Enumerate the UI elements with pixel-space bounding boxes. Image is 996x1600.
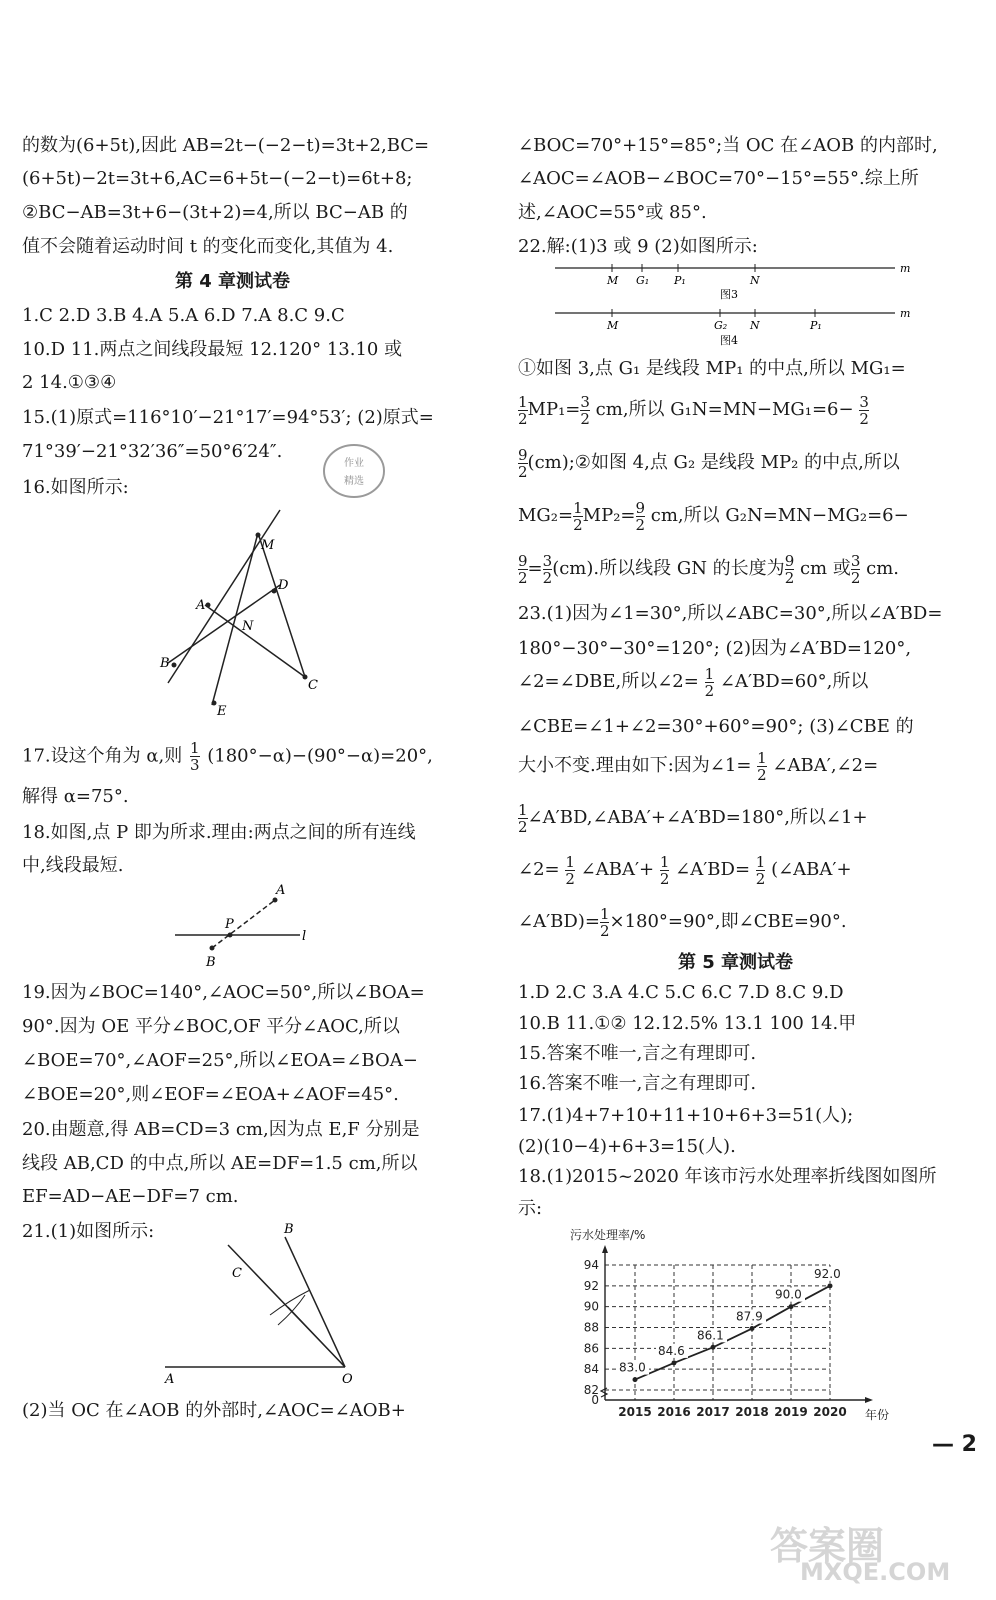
text-line [518,798,868,838]
x-axis-arrow [865,1397,873,1403]
figure-3-4 [550,258,920,353]
point-label: C [308,678,318,693]
q23-text: ∠ABA′+ [580,859,655,880]
q23-text: (∠ABA′+ [771,859,852,880]
y-tick-label: 84 [583,1362,599,1377]
text-line [518,850,852,890]
data-label: 86.1 [697,1328,724,1343]
figure-21 [160,1215,360,1385]
q23-text: ∠A′BD=60°,所以 [719,671,869,692]
y-tick-label: 90 [583,1299,599,1314]
watermark-url: MXQE.COM [800,1558,951,1586]
q23-text: ∠A′BD,∠ABA′+∠A′BD=180°,所以∠1+ [527,807,868,828]
y-tick-label: 92 [583,1278,599,1293]
y-tick-label: 88 [583,1320,599,1335]
answer-line: 2 14.①③④ [22,372,117,393]
fraction: $\frac{9}{2}$ [518,445,528,481]
q22-text: MP₂= [582,505,636,526]
text-line: (2)当 OC 在∠AOB 的外部时,∠AOC=∠AOB+ [22,1400,406,1421]
fraction: $\frac{9}{2}$ [518,551,528,587]
text-line [518,443,900,483]
data-point [672,1360,677,1365]
fraction: $\frac{3}{2}$ [542,551,553,587]
text-line: 23.(1)因为∠1=30°,所以∠ABC=30°,所以∠A′BD= [518,603,943,624]
x-tick-label: 2019 [774,1405,808,1419]
q22-text: cm. [866,558,899,579]
y-axis-arrow [602,1245,608,1253]
text-line [22,740,433,773]
text-line: 17.(1)4+7+10+11+10+6+3=51(人); [518,1105,854,1126]
text-line: 90°.因为 OE 平分∠BOC,OF 平分∠AOC,所以 [22,1016,400,1037]
text-line: (6+5t)−2t=3t+6,AC=6+5t−(−2−t)=6t+8; [22,168,413,189]
fraction [190,740,200,773]
axis-break [601,1388,607,1397]
stamp-image [318,440,390,502]
fraction: $\frac{1}{2}$ [757,748,767,784]
x-tick-label: 2020 [813,1405,847,1419]
q22-text: (cm).所以线段 GN 的长度为 [552,558,785,579]
line-chart [560,1225,910,1430]
answer-line: 10.D 11.两点之间线段最短 12.120° 13.10 或 [22,339,403,360]
data-point [633,1377,638,1382]
point-label: P₁ [810,319,822,332]
text-line: ②BC−AB=3t+6−(3t+2)=4,所以 BC−AB 的 [22,202,408,223]
point-label: G₁ [636,274,650,287]
text-line: 15.(1)原式=116°10′−21°17′=94°53′; (2)原式= [22,407,434,428]
q23-text: ∠A′BD)= [518,911,600,932]
q22-text: cm 或 [799,558,851,579]
text-line: 19.因为∠BOC=140°,∠AOC=50°,所以∠BOA= [22,982,425,1003]
fraction: $\frac{3}{2}$ [580,392,590,428]
point-label: N [750,274,760,287]
text-line: 21.(1)如图所示: [22,1221,155,1242]
point-label: G₂ [714,319,728,332]
figure-16 [150,505,350,725]
point-label: N [750,319,760,332]
text-line: 18.(1)2015~2020 年该市污水处理率折线图如图所 [518,1166,937,1187]
fraction: $\frac{1}{2}$ [704,664,715,700]
x-tick-label: 2016 [657,1405,691,1419]
text-line: 18.如图,点 P 即为所求.理由:两点之间的所有连线 [22,822,416,843]
data-label: 90.0 [775,1287,802,1302]
figure-18 [170,880,320,970]
point-label: M [261,538,275,553]
point-label: N [242,619,254,634]
point-label: B [206,955,216,970]
point-label: E [217,704,227,719]
fraction: $\frac{9}{2}$ [784,551,795,587]
text-line: (2)(10−4)+6+3=15(人). [518,1136,736,1157]
figure-caption: 图4 [720,334,738,347]
watermark-logo: 答案圈 [770,1524,885,1568]
point-label: A [276,883,286,898]
text-line: 71°39′−21°32′36″=50°6′24″. [22,441,283,462]
text-line: 述,∠AOC=55°或 85°. [518,202,707,223]
q23-text: ∠2=∠DBE,所以∠2= [518,671,699,692]
y-tick-label: 94 [583,1258,599,1272]
point-label: P₁ [674,274,686,287]
fraction: $\frac{3}{2}$ [850,551,861,587]
y-axis-label: 污水处理率/% [570,1228,646,1242]
point-label: D [278,578,289,593]
text-line: 中,线段最短. [22,855,124,876]
page-number: — 2 [932,1432,977,1457]
q23-text: 大小不变.理由如下:因为∠1= [518,755,752,776]
q22-text: (cm);②如图 4,点 G₂ 是线段 MP₂ 的中点,所以 [527,452,900,473]
fraction: $\frac{1}{2}$ [565,852,575,888]
q22-text: = [527,558,543,579]
q23-text: ×180°=90°,即∠CBE=90°. [609,911,847,932]
text-line: ①如图 3,点 G₁ 是线段 MP₁ 的中点,所以 MG₁= [518,358,906,379]
text-line: 示: [518,1198,543,1219]
point-label: B [284,1222,294,1237]
point-label: l [302,929,307,944]
point-label: A [165,1372,175,1385]
q23-text: ∠2= [518,859,560,880]
x-axis-label: 年份 [865,1408,890,1422]
q22-text: MP₁= [527,399,581,420]
fraction: $\frac{1}{2}$ [518,800,528,836]
chapter-5-title: 第 5 章测试卷 [678,952,794,973]
text-line: 线段 AB,CD 的中点,所以 AE=DF=1.5 cm,所以 [22,1153,418,1174]
point-label: B [160,656,170,671]
text-line: 180°−30°−30°=120°; (2)因为∠A′BD=120°, [518,638,912,659]
text-line [518,662,868,702]
text-line: 20.由题意,得 AB=CD=3 cm,因为点 E,F 分别是 [22,1119,420,1140]
q17-text: (180°−α)−(90°−α)=20°, [207,745,433,767]
text-line: ∠CBE=∠1+∠2=30°+60°=90°; (3)∠CBE 的 [518,716,914,737]
answer-line: 1.C 2.D 3.B 4.A 5.A 6.D 7.A 8.C 9.C [22,305,345,326]
text-line: ∠AOC=∠AOB−∠BOC=70°−15°=55°.综上所 [518,168,919,189]
chapter-4-title: 第 4 章测试卷 [175,271,291,292]
numerator: 1 [189,739,200,757]
text-line [518,746,878,786]
point-label: M [607,274,619,287]
point-label: P [225,917,234,932]
point-label: O [342,1372,353,1385]
fraction: $\frac{9}{2}$ [635,498,646,534]
point-label: M [607,319,619,332]
q23-text: ∠ABA′,∠2= [772,755,879,776]
text-line: 22.解:(1)3 或 9 (2)如图所示: [518,236,758,257]
y-tick-label: 86 [583,1341,599,1356]
text-line: 15.答案不唯一,言之有理即可. [518,1043,757,1064]
data-label: 87.9 [736,1309,763,1324]
text-line: ∠BOE=70°,∠AOF=25°,所以∠EOA=∠BOA− [22,1050,418,1071]
data-label: 83.0 [619,1360,646,1375]
answer-line: 10.B 11.①② 12.12.5% 13.1 100 14.甲 [518,1013,857,1034]
answer-line: 1.D 2.C 3.A 4.C 5.C 6.C 7.D 8.C 9.D [518,982,844,1003]
text-line: ∠BOE=20°,则∠EOF=∠EOA+∠AOF=45°. [22,1084,399,1105]
x-tick-label: 2017 [696,1405,730,1419]
x-tick-label: 2015 [618,1405,652,1419]
fraction: $\frac{1}{2}$ [518,392,528,428]
point-label: C [232,1266,242,1281]
q17-text: 17.设这个角为 α,则 [22,745,183,767]
q23-text: ∠A′BD= [675,859,751,880]
fraction: $\frac{1}{2}$ [573,498,583,534]
data-label: 84.6 [658,1343,685,1358]
text-line [518,549,899,589]
stamp-text: 作业 [344,458,364,469]
point-label: A [196,598,206,613]
fraction: $\frac{1}{2}$ [599,904,610,940]
point-label: m [900,307,911,320]
y-tick-label: 82 [583,1383,599,1397]
q22-text: MG₂= [518,505,574,526]
text-line: 值不会随着运动时间 t 的变化而变化,其值为 4. [22,236,394,257]
stamp-text: 精选 [344,476,364,487]
denominator: 3 [189,756,200,774]
text-line: 16.答案不唯一,言之有理即可. [518,1073,757,1094]
data-point [828,1283,833,1288]
x-tick-label: 2018 [735,1405,769,1419]
point-label: m [900,262,911,275]
text-line: ∠BOC=70°+15°=85°;当 OC 在∠AOB 的内部时, [518,135,938,156]
fraction: $\frac{3}{2}$ [859,392,869,428]
q22-text: cm,所以 G₁N=MN−MG₁=6− [595,399,854,420]
text-line: EF=AD−AE−DF=7 cm. [22,1186,239,1207]
text-line: 解得 α=75°. [22,786,129,807]
text-line: 的数为(6+5t),因此 AB=2t−(−2−t)=3t+2,BC= [22,135,430,156]
text-line [518,390,869,430]
text-line: 16.如图所示: [22,477,129,498]
figure-caption: 图3 [720,288,738,301]
y-tick-label: 0 [591,1393,599,1407]
text-line [518,902,847,942]
data-point [711,1345,716,1350]
data-point [750,1326,755,1331]
text-line [518,496,909,536]
fraction: $\frac{1}{2}$ [755,852,766,888]
data-label: 92.0 [814,1266,841,1281]
data-point [789,1304,794,1309]
fraction: $\frac{1}{2}$ [659,852,670,888]
q22-text: cm,所以 G₂N=MN−MG₂=6− [650,505,909,526]
